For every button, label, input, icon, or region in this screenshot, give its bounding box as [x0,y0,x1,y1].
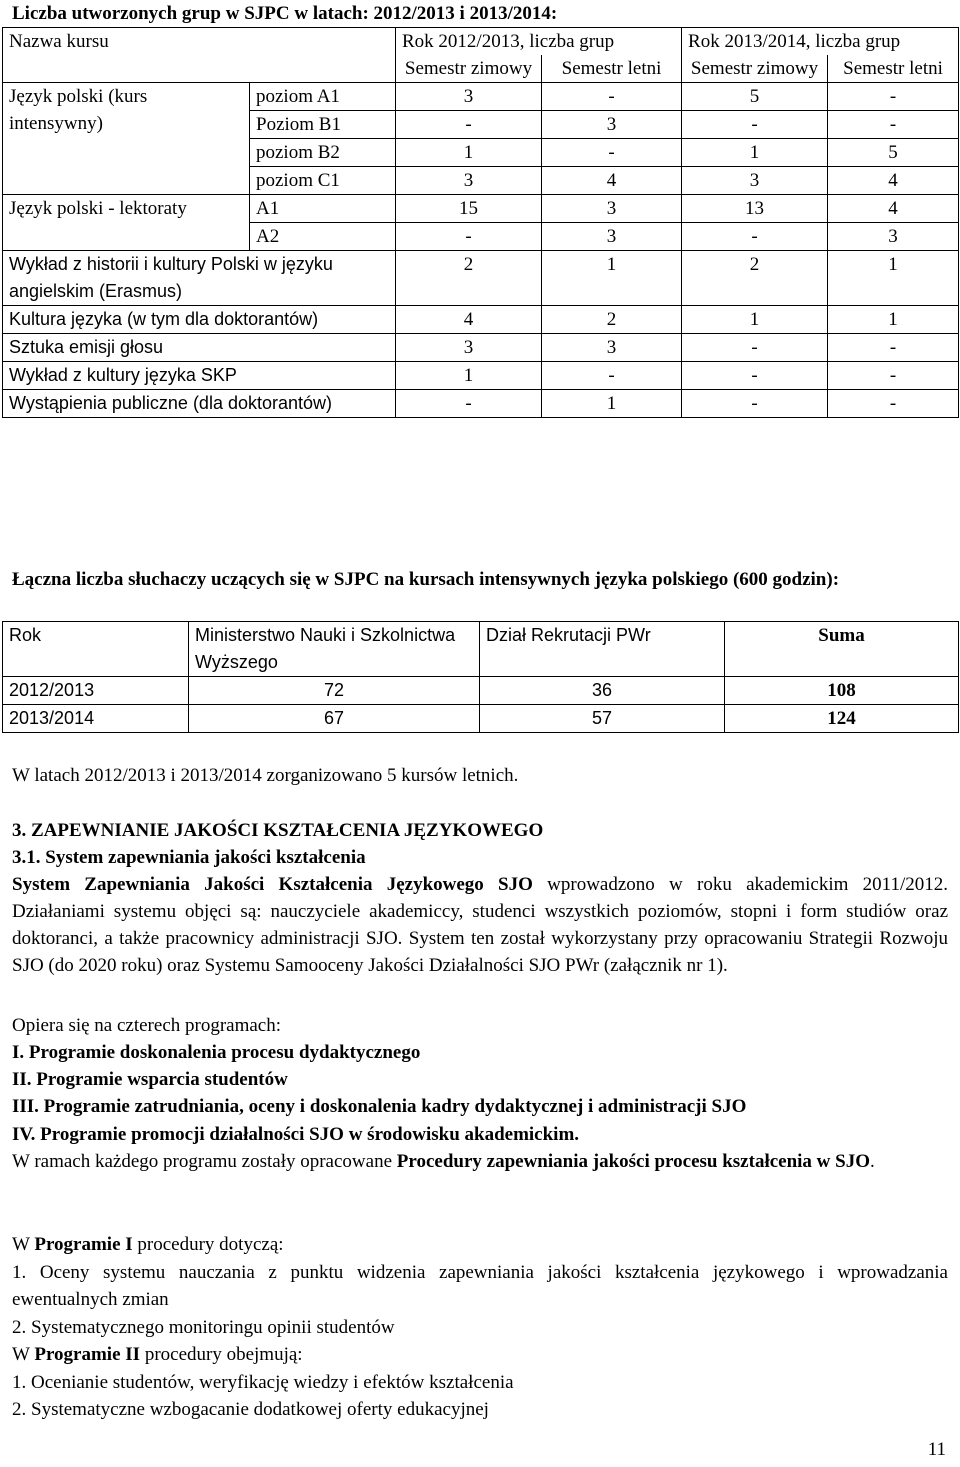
header-summer-2: Semestr letni [828,55,959,83]
course-level: A1 [250,195,396,223]
cell: 4 [828,167,959,195]
students-table [2,621,959,733]
program-1-item-2: 2. Systematycznego monitoringu opinii studentów [12,1317,395,1338]
table-row [3,705,959,733]
system-name: System Zapewniania Jakości Kształcenia Językowego SJO [12,874,533,895]
table-row [3,362,959,390]
header-course-name: Nazwa kursu [3,28,396,83]
cell: 3 [682,167,828,195]
system-description: wprowadzono w roku akademickim 2011/2012. Działaniami systemu objęci są: nauczyciele akademiccy, studenci wszystkich poziomów, stopni i form studiów oraz doktoranci, a także pracownicy administracji SJO. System ten został wykorzystany przy opracowaniu Strategii Rozwoju SJO (do 2020 roku) oraz Systemu Samooceny Jakości Działalności SJO PWr (załącznik nr 1). [12,874,948,976]
program-4: IV. Programie promocji działalności SJO w środowisku akademickim. [12,1124,580,1145]
header-ministry: Ministerstwo Nauki i Szkolnictwa Wyższego [189,622,480,677]
cell: 3 [828,223,959,251]
cell: 4 [828,195,959,223]
cell: 57 [480,705,725,733]
section-3-heading: 3. ZAPEWNIANIE JAKOŚCI KSZTAŁCENIA JĘZYKOWEGO [12,820,544,841]
table2-title: Łączna liczba słuchaczy uczących się w SJPC na kursach intensywnych języka polskiego (600 godzin): [12,569,840,590]
groups-table [2,27,959,418]
cell: - [828,390,959,418]
cell: 3 [542,334,682,362]
cell: 2 [542,306,682,334]
course-name: Język polski - lektoraty [3,195,250,251]
procedures-name: Procedury zapewniania jakości procesu kształcenia w SJO [396,1151,871,1172]
header-sum: Suma [725,622,959,677]
cell: 1 [682,306,828,334]
cell: - [396,223,542,251]
program-1-intro [12,1231,948,1258]
cell: 108 [725,677,959,705]
cell: 1 [396,139,542,167]
cell: - [542,362,682,390]
cell: 67 [189,705,480,733]
cell: 5 [828,139,959,167]
cell: 2 [396,251,542,306]
text-part: procedury dotyczą: [132,1234,284,1255]
course-level: poziom B2 [250,139,396,167]
cell: 3 [542,111,682,139]
cell: 1 [828,306,959,334]
program-2-item-2: 2. Systematyczne wzbogacanie dodatkowej oferty edukacyjnej [12,1399,489,1420]
course-level: poziom C1 [250,167,396,195]
course-level: poziom A1 [250,83,396,111]
table-row [3,677,959,705]
cell: - [682,334,828,362]
course-name: Wykład z kultury języka SKP [3,362,396,390]
cell: 3 [542,223,682,251]
section-3-1-heading: 3.1. System zapewniania jakości kształcenia [12,847,366,868]
cell: 4 [396,306,542,334]
summer-courses-text: W latach 2012/2013 i 2013/2014 zorganizowano 5 kursów letnich. [12,765,519,786]
header-recruitment: Dział Rekrutacji PWr [480,622,725,677]
cell: 5 [682,83,828,111]
cell: 3 [396,334,542,362]
cell: 1 [828,251,959,306]
header-winter-1: Semestr zimowy [396,55,542,83]
program-2-intro [12,1341,948,1368]
table-row [3,83,959,111]
cell: 1 [542,251,682,306]
program-1-item-1: 1. Oceny systemu nauczania z punktu widzenia zapewniania jakości kształcenia językowego i wprowadzania ewentualnych zmian [12,1262,948,1310]
cell: - [396,390,542,418]
cell: 124 [725,705,959,733]
cell: 3 [396,83,542,111]
procedures-intro: W ramach każdego programu zostały opracowane [12,1151,397,1172]
cell: - [682,111,828,139]
program-3: III. Programie zatrudniania, oceny i doskonalenia kadry dydaktycznej i administracji SJO [12,1096,747,1117]
cell: - [396,111,542,139]
system-paragraph [12,871,948,979]
table-row [3,251,959,306]
cell: 13 [682,195,828,223]
cell: - [682,362,828,390]
cell: 72 [189,677,480,705]
cell: - [828,111,959,139]
course-name: Sztuka emisji głosu [3,334,396,362]
course-name: Język polski (kurs intensywny) [3,83,250,195]
procedures-end: . [870,1151,875,1172]
program-2: II. Programie wsparcia studentów [12,1069,288,1090]
cell: 1 [682,139,828,167]
procedures-paragraph [12,1148,948,1175]
text-part: W [12,1234,35,1255]
table-row [3,195,959,223]
program-2-item-1: 1. Ocenianie studentów, weryfikację wiedzy i efektów kształcenia [12,1372,514,1393]
text-part: W [12,1344,35,1365]
header-year: Rok [3,622,189,677]
table-header-row [3,622,959,677]
cell: - [682,223,828,251]
cell: 36 [480,677,725,705]
header-summer-1: Semestr letni [542,55,682,83]
course-level: Poziom B1 [250,111,396,139]
cell: 15 [396,195,542,223]
course-level: A2 [250,223,396,251]
header-year-2012: Rok 2012/2013, liczba grup [396,28,682,56]
table1-title: Liczba utworzonych grup w SJPC w latach: 2012/2013 i 2013/2014: [12,3,558,24]
cell: - [542,83,682,111]
cell: 3 [396,167,542,195]
table-row [3,390,959,418]
cell: - [828,362,959,390]
cell: 2012/2013 [3,677,189,705]
cell: 4 [542,167,682,195]
header-winter-2: Semestr zimowy [682,55,828,83]
cell: 2013/2014 [3,705,189,733]
cell: - [682,390,828,418]
course-name: Wystąpienia publiczne (dla doktorantów) [3,390,396,418]
cell: - [828,334,959,362]
cell: 2 [682,251,828,306]
cell: 1 [396,362,542,390]
table-row [3,306,959,334]
cell: 1 [542,390,682,418]
program-2-name: Programie II [34,1344,141,1365]
text-part: procedury obejmują: [140,1344,303,1365]
header-year-2013: Rok 2013/2014, liczba grup [682,28,959,56]
cell: 3 [542,195,682,223]
page-number: 11 [927,1439,946,1460]
cell: - [542,139,682,167]
course-name: Kultura języka (w tym dla doktorantów) [3,306,396,334]
program-1-name: Programie I [34,1234,133,1255]
programs-intro: Opiera się na czterech programach: [12,1015,282,1036]
table-row [3,334,959,362]
cell: - [828,83,959,111]
program-1: I. Programie doskonalenia procesu dydaktycznego [12,1042,421,1063]
course-name: Wykład z historii i kultury Polski w języku angielskim (Erasmus) [3,251,396,306]
